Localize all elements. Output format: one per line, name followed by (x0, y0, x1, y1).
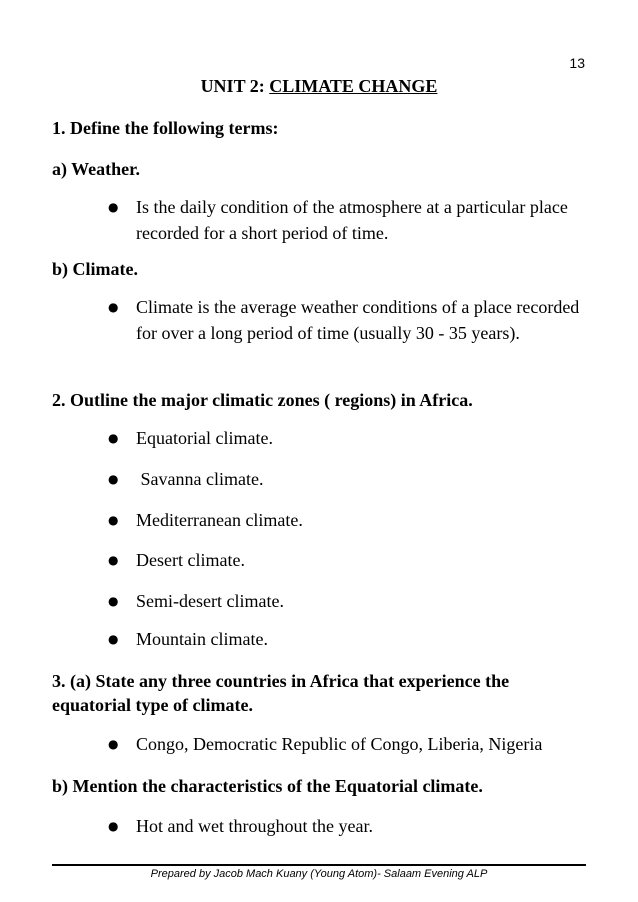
bullet-icon: ● (108, 431, 119, 445)
question-1-heading: 1. Define the following terms: (52, 118, 279, 138)
unit-title-text: CLIMATE CHANGE (269, 76, 438, 96)
question-2-heading: 2. Outline the major climatic zones ( regions) in Africa. (52, 390, 473, 410)
list-item (108, 466, 588, 492)
question-3a-heading-line-2: equatorial type of climate. (52, 695, 253, 715)
equatorial-countries-text: Congo, Democratic Republic of Congo, Liberia, Nigeria (136, 734, 543, 754)
question-3b-heading: b) Mention the characteristics of the Equatorial climate. (52, 776, 483, 796)
footer-text: Prepared by Jacob Mach Kuany (Young Atom)- Salaam Evening ALP (150, 868, 488, 880)
unit-title (0, 76, 638, 97)
weather-definition-bullet (108, 194, 588, 246)
climate-definition-bullet (108, 294, 588, 346)
list-item (108, 507, 588, 533)
equatorial-characteristic-text: Hot and wet throughout the year. (136, 816, 373, 836)
bullet-icon: ● (108, 737, 119, 751)
question-3a-heading-line-1: 3. (a) State any three countries in Africa that experience the (52, 671, 510, 691)
climate-zone-text: Mountain climate. (136, 629, 268, 649)
list-item (108, 547, 588, 573)
list-item (108, 588, 588, 614)
climate-zone-text: Semi-desert climate. (136, 591, 284, 611)
bullet-icon: ● (108, 594, 119, 608)
list-item (108, 425, 588, 451)
climate-definition-text: Climate is the average weather conditions of a place recorded for over a long period of time (usually 30 - 35 years). (136, 297, 580, 343)
list-item (108, 626, 588, 652)
bullet-icon: ● (108, 472, 119, 486)
footer-divider (52, 864, 586, 866)
page-number: 13 (569, 55, 585, 71)
bullet-icon: ● (108, 513, 119, 527)
bullet-icon: ● (108, 819, 119, 833)
bullet-icon: ● (108, 553, 119, 567)
climate-zone-text: Equatorial climate. (136, 428, 273, 448)
bullet-icon: ● (108, 632, 119, 646)
climate-zone-text: Savanna climate. (136, 469, 264, 489)
climate-zone-text: Mediterranean climate. (136, 510, 303, 530)
term-climate-label: b) Climate. (52, 259, 138, 279)
equatorial-characteristic-bullet (108, 813, 588, 839)
weather-definition-text: Is the daily condition of the atmosphere at a particular place recorded for a short period of time. (136, 197, 568, 243)
equatorial-countries-bullet (108, 731, 588, 757)
unit-prefix: UNIT 2: (200, 76, 270, 96)
term-weather-label: a) Weather. (52, 159, 140, 179)
bullet-icon: ● (108, 300, 119, 314)
bullet-icon: ● (108, 200, 119, 214)
climate-zone-text: Desert climate. (136, 550, 245, 570)
